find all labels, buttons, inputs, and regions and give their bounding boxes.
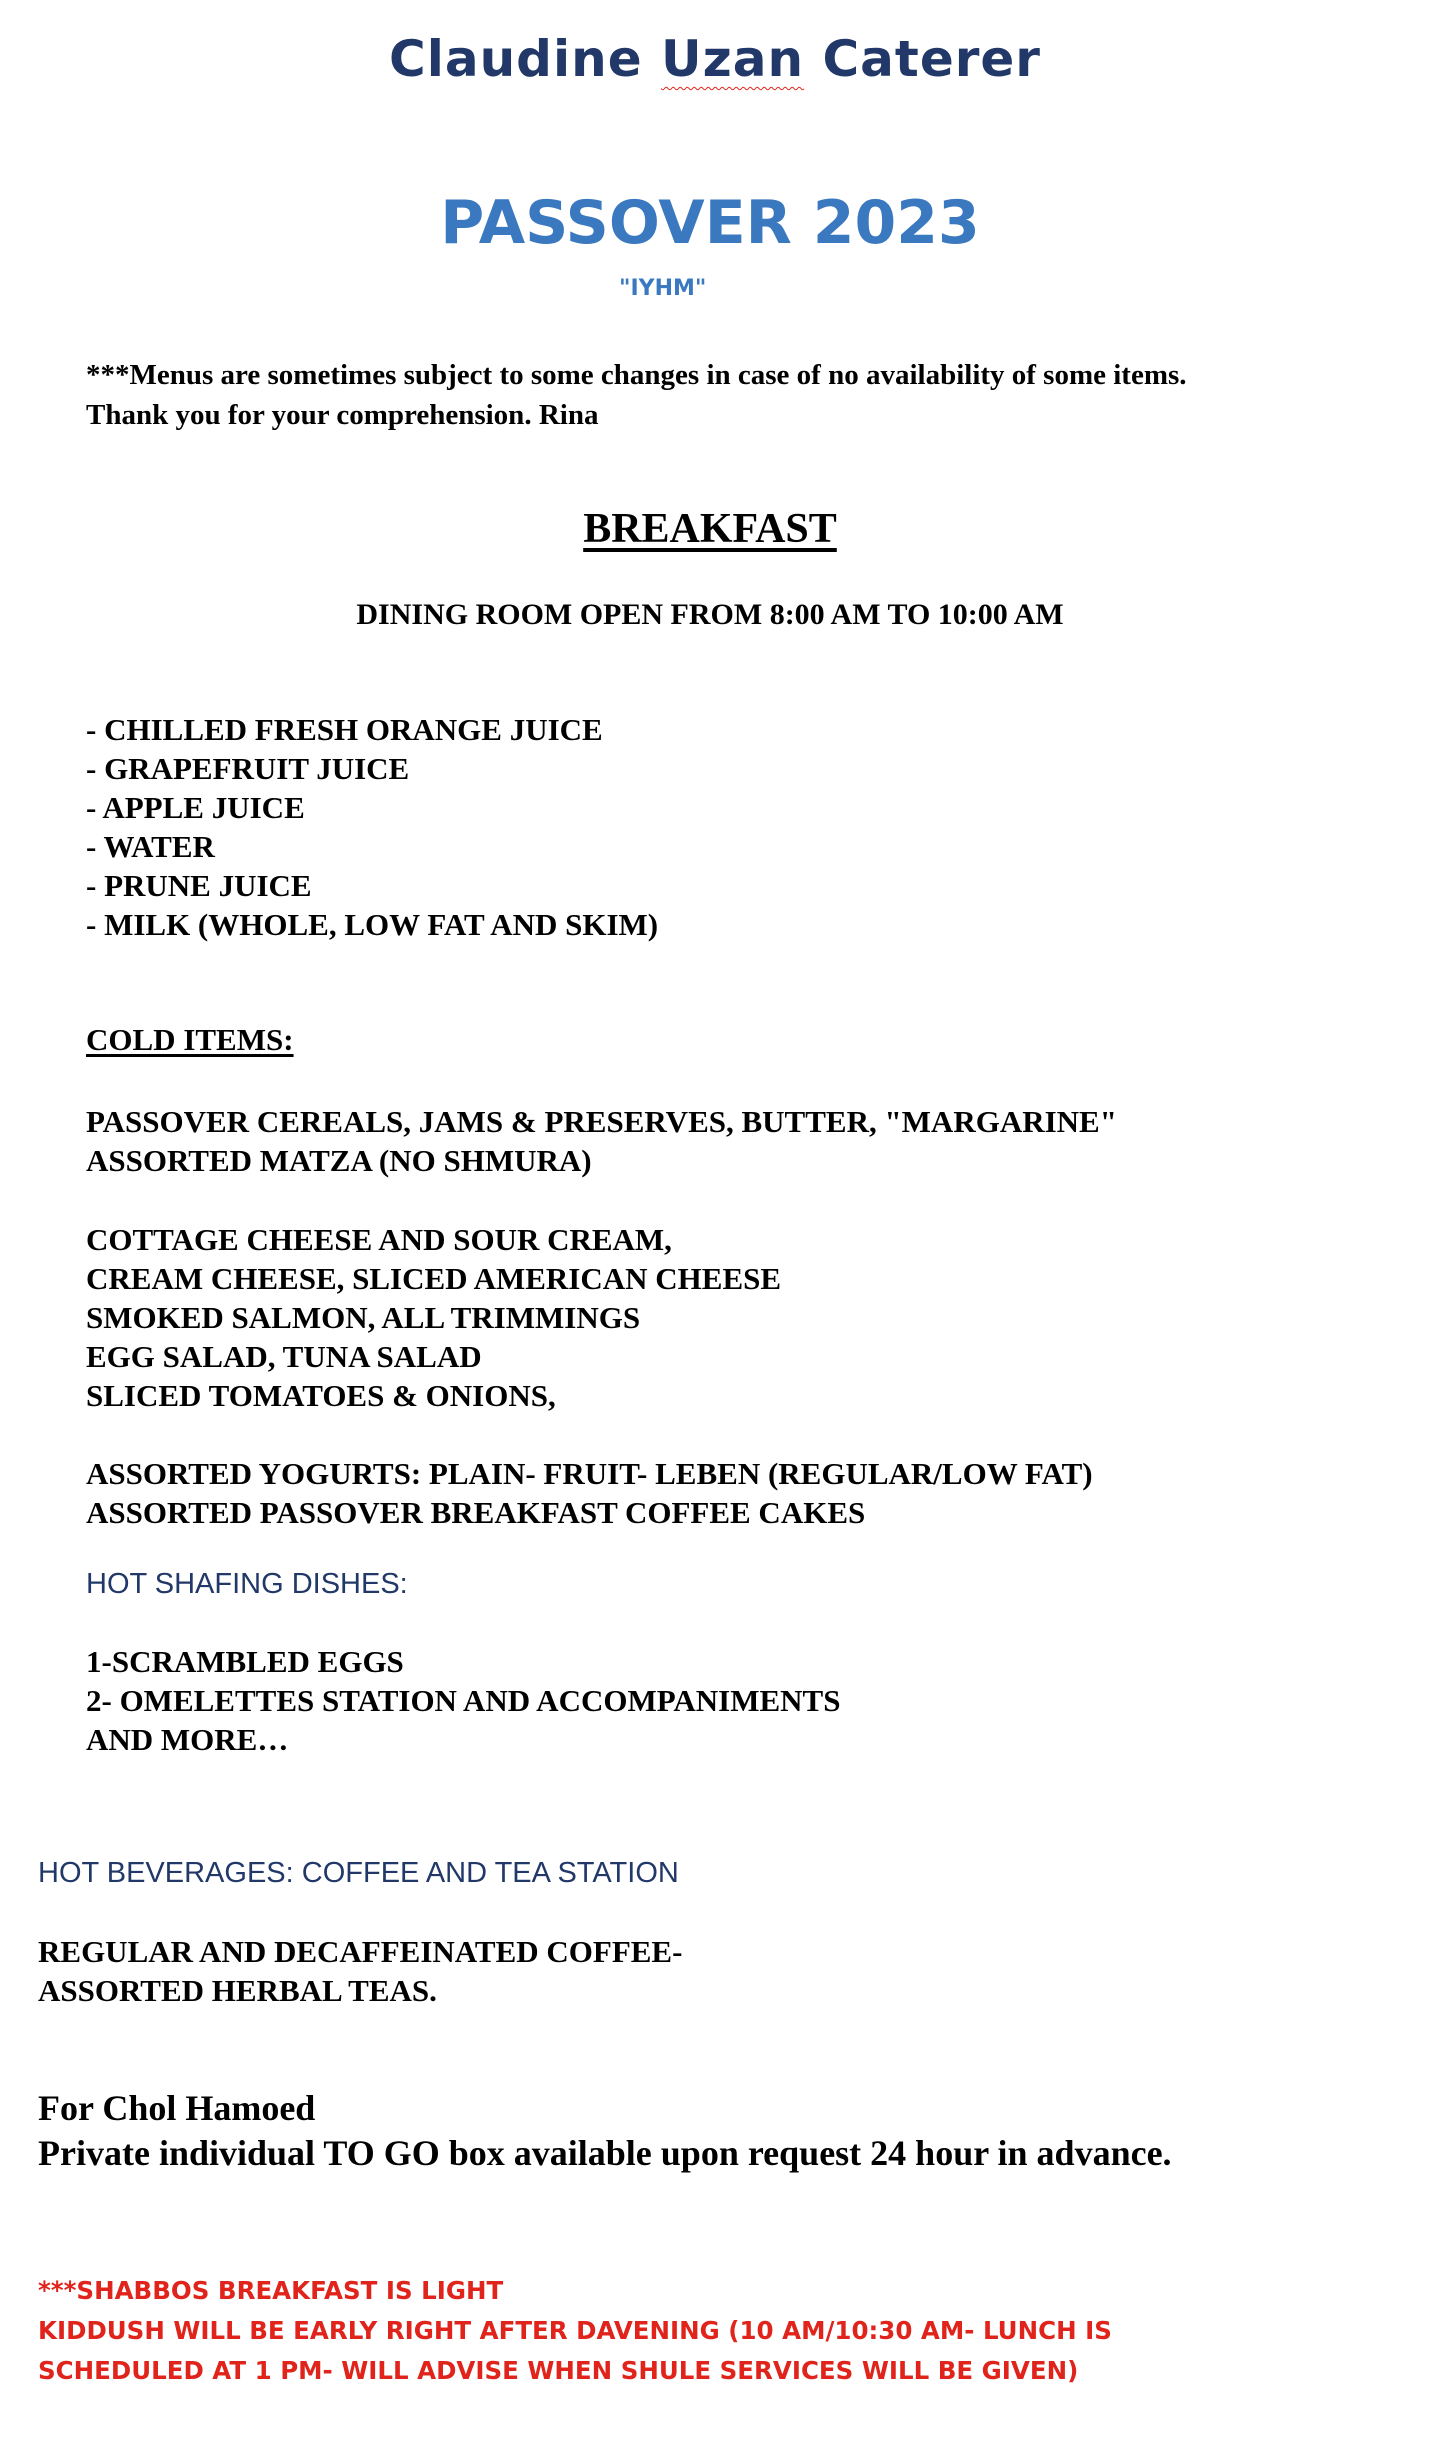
list-item: ASSORTED MATZA (NO SHMURA) — [86, 1143, 592, 1178]
list-item: REGULAR AND DECAFFEINATED COFFEE- — [38, 1934, 683, 1969]
event-title: PASSOVER 2023 — [440, 188, 980, 258]
list-item: AND MORE… — [86, 1722, 289, 1757]
cold-items-group — [86, 1220, 781, 1415]
caterer-name-part1: Claudine — [389, 30, 662, 88]
availability-notice — [86, 355, 1187, 435]
list-item: - MILK (WHOLE, LOW FAT AND SKIM) — [86, 907, 659, 942]
list-item: - WATER — [86, 829, 215, 864]
list-item: 2- OMELETTES STATION AND ACCOMPANIMENTS — [86, 1683, 841, 1718]
list-item: ASSORTED PASSOVER BREAKFAST COFFEE CAKES — [86, 1495, 866, 1530]
list-item: - PRUNE JUICE — [86, 868, 312, 903]
hot-dishes-heading: HOT SHAFING DISHES: — [86, 1568, 408, 1600]
list-item: - APPLE JUICE — [86, 790, 305, 825]
shabbos-notice-line: SCHEDULED AT 1 PM- WILL ADVISE WHEN SHULE SERVICES WILL BE GIVEN) — [38, 2356, 1079, 2385]
chol-hamoed-title: For Chol Hamoed — [38, 2088, 316, 2128]
list-item: CREAM CHEESE, SLICED AMERICAN CHEESE — [86, 1261, 782, 1296]
dining-hours: DINING ROOM OPEN FROM 8:00 AM TO 10:00 AM — [356, 598, 1064, 631]
event-subtitle: "IYHM" — [619, 276, 707, 301]
notice-line: ***Menus are sometimes subject to some changes in case of no availability of some items. — [86, 359, 1187, 391]
shabbos-notice — [38, 2271, 1112, 2391]
list-item: - CHILLED FRESH ORANGE JUICE — [86, 712, 603, 747]
hot-dishes-list — [86, 1642, 840, 1759]
caterer-name-part3: Caterer — [804, 30, 1041, 88]
list-item: SMOKED SALMON, ALL TRIMMINGS — [86, 1300, 641, 1335]
breakfast-title: BREAKFAST — [583, 506, 837, 552]
list-item: COTTAGE CHEESE AND SOUR CREAM, — [86, 1222, 672, 1257]
shabbos-notice-line: KIDDUSH WILL BE EARLY RIGHT AFTER DAVENING (10 AM/10:30 AM- LUNCH IS — [38, 2316, 1112, 2345]
list-item: ASSORTED HERBAL TEAS. — [38, 1973, 437, 2008]
caterer-name — [0, 30, 1430, 88]
chol-hamoed-notice — [38, 2086, 1172, 2176]
list-item: SLICED TOMATOES & ONIONS, — [86, 1378, 556, 1413]
to-go-box-note: Private individual TO GO box available upon request 24 hour in advance. — [38, 2133, 1172, 2173]
shabbos-notice-line: ***SHABBOS BREAKFAST IS LIGHT — [38, 2276, 504, 2305]
list-item: EGG SALAD, TUNA SALAD — [86, 1339, 482, 1374]
drinks-list — [86, 710, 658, 944]
cold-items-group — [86, 1454, 1093, 1532]
beverages-heading: HOT BEVERAGES: COFFEE AND TEA STATION — [38, 1857, 679, 1889]
beverages-list — [38, 1932, 682, 2010]
cold-items-heading: COLD ITEMS: — [86, 1022, 294, 1057]
list-item: PASSOVER CEREALS, JAMS & PRESERVES, BUTTER, "MARGARINE" — [86, 1104, 1117, 1139]
cold-items-group — [86, 1102, 1117, 1180]
caterer-name-uzan: Uzan — [661, 30, 805, 88]
list-item: ASSORTED YOGURTS: PLAIN- FRUIT- LEBEN (REGULAR/LOW FAT) — [86, 1456, 1093, 1491]
list-item: - GRAPEFRUIT JUICE — [86, 751, 410, 786]
list-item: 1-SCRAMBLED EGGS — [86, 1644, 404, 1679]
notice-line: Thank you for your comprehension. Rina — [86, 399, 599, 431]
